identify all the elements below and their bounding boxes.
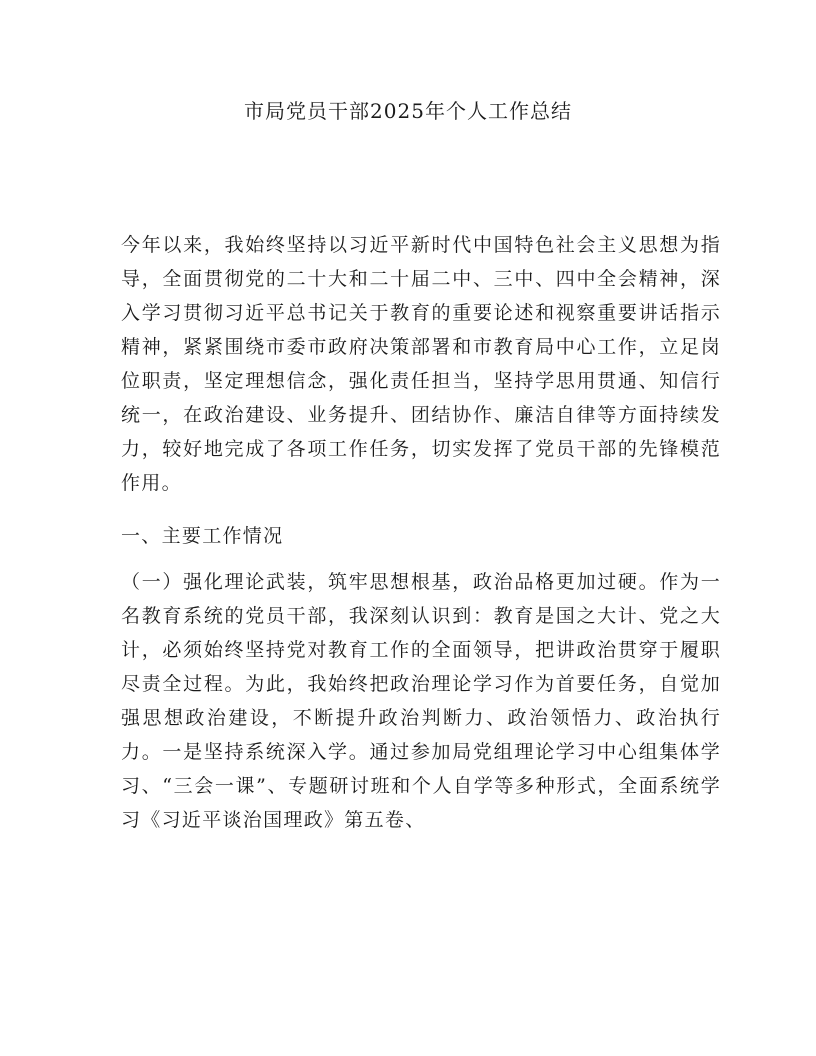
intro-paragraph: 今年以来，我始终坚持以习近平新时代中国特色社会主义思想为指导，全面贯彻党的二十大和二十届二中、三中、四中全会精神，深入学习贯彻习近平总书记关于教育的重要论述和视察重要讲话指示精神，紧紧围绕市委市政府决策部署和市教育局中心工作，立足岗位职责，坚定理想信念，强化责任担当，坚持学思用贯通、知信行统一，在政治建设、业务提升、团结协作、廉洁自律等方面持续发力，较好地完成了各项工作任务，切实发挥了党员干部的先锋模范作用。: [121, 234, 721, 494]
document-title: 市局党员干部2025年个人工作总结: [244, 99, 572, 123]
subsection-paragraph: （一）强化理论武装，筑牢思想根基，政治品格更加过硬。作为一名教育系统的党员干部，我深刻认识到：教育是国之大计、党之大计，必须始终坚持党对教育工作的全面领导，把讲政治贯穿于履职尽责全过程。为此，我始终把政治理论学习作为首要任务，自觉加强思想政治建设，不断提升政治判断力、政治领悟力、政治执行力。一是坚持系统深入学。通过参加局党组理论学习中心组集体学习、“三会一课”、专题研讨班和个人自学等多种形式，全面系统学习《习近平谈治国理政》第五卷、: [121, 571, 721, 831]
document-body: [121, 228, 721, 837]
section-heading: 一、主要工作情况: [121, 525, 284, 547]
